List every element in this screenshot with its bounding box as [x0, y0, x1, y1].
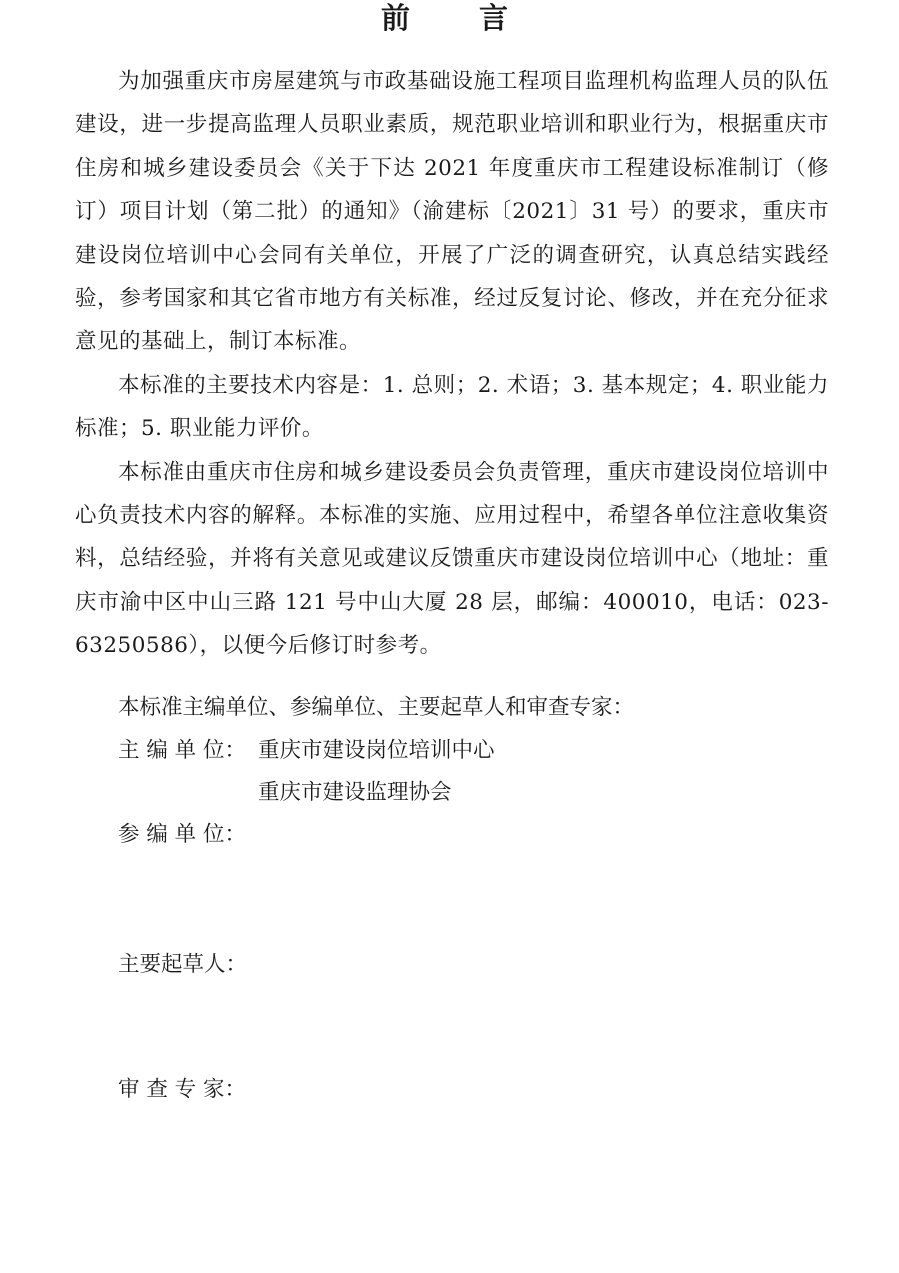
- chief-editor-label: 主 编 单 位：: [118, 738, 247, 763]
- paragraph-technical-content: 本标准的主要技术内容是：1. 总则；2. 术语；3. 基本规定；4. 职业能力标准；5. 职业能力评价。: [75, 372, 829, 442]
- page-title: 前 言: [380, 1, 528, 35]
- chief-editor-row: [118, 729, 495, 772]
- preface-body: [75, 60, 829, 668]
- chief-editor-unit-2: 重庆市建设监理协会: [258, 780, 452, 805]
- units-intro: 本标准主编单位、参编单位、主要起草人和审查专家：: [118, 695, 635, 720]
- drafters-label: 主要起草人：: [118, 952, 248, 977]
- reviewers-label: 审 查 专 家：: [118, 1077, 247, 1102]
- participating-label: 参 编 单 位：: [118, 822, 247, 847]
- chief-editor-unit-1: 重庆市建设岗位培训中心: [258, 738, 495, 763]
- paragraph-purpose: 为加强重庆市房屋建筑与市政基础设施工程项目监理机构监理人员的队伍建设，进一步提高监理人员职业素质，规范职业培训和职业行为，根据重庆市住房和城乡建设委员会《关于下达 2021 年度重庆市工程建设标准制订（修订）项目计划（第二批）的通知》（渝建标〔2021〕31 号）的要求，重庆市建设岗位培训中心会同有关单位，开展了广泛的调查研究，认真总结实践经验，参考国家和其它省市地方有关标准，经过反复讨论、修改，并在充分征求意见的基础上，制订本标准。: [75, 69, 829, 355]
- paragraph-management: 本标准由重庆市住房和城乡建设委员会负责管理，重庆市建设岗位培训中心负责技术内容的解释。本标准的实施、应用过程中，希望各单位注意收集资料，总结经验，并将有关意见或建议反馈重庆市建设岗位培训中心（地址：重庆市渝中区中山三路 121 号中山大厦 28 层，邮编：400010，电话：023-63250586），以便今后修订时参考。: [75, 459, 829, 659]
